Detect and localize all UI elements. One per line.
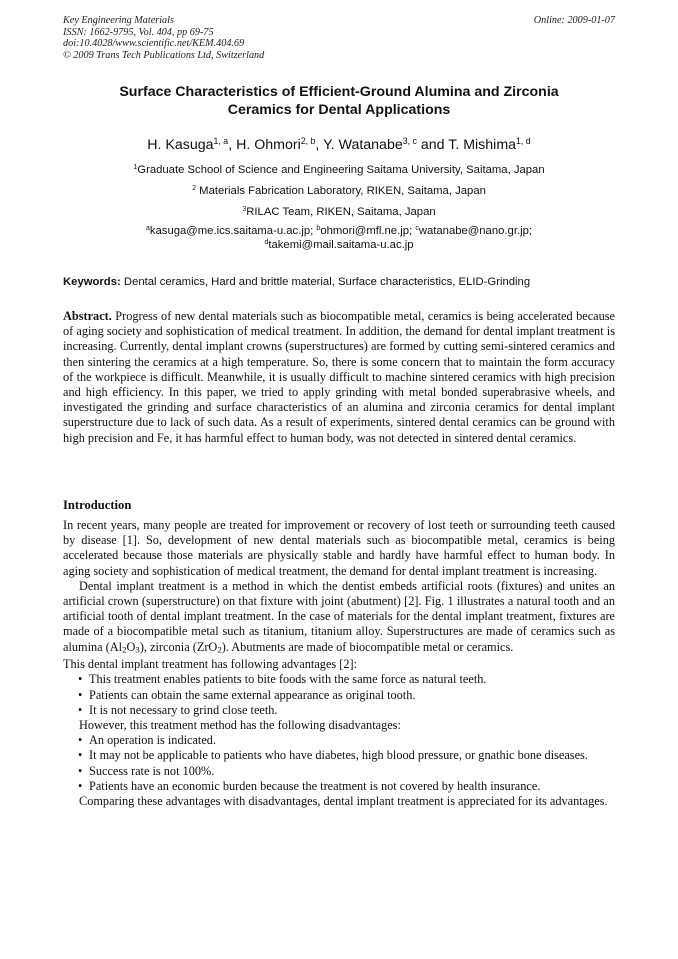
list-item: • Patients have an economic burden because the treatment is not covered by health insurance. [78, 778, 541, 793]
author-sep: , [315, 137, 324, 153]
author-name: T. Mishima [448, 137, 517, 153]
issn-line: ISSN: 1662-9795, Vol. 404, pp 69-75 [63, 26, 214, 38]
intro-closing-paragraph: Comparing these advantages with disadvantages, dental implant treatment is appreciated for its advantages. [79, 793, 608, 808]
affiliation-text: Graduate School of Science and Engineering Saitama University, Saitama, Japan [137, 164, 545, 176]
bullet-icon: • [78, 778, 83, 793]
email-link[interactable]: watanabe@nano.gr.jp; [418, 225, 533, 237]
email-link[interactable]: kasuga@me.ics.saitama-u.ac.jp; [149, 225, 317, 237]
disadvantages-list [63, 733, 615, 794]
list-item: • It may not be applicable to patients who have diabetes, high blood pressure, or gnathic bone diseases. [78, 748, 588, 763]
list-item: • This treatment enables patients to bite foods with the same force as natural teeth. [78, 672, 487, 687]
email-link[interactable]: ohmori@mfl.ne.jp; [320, 225, 416, 237]
email-sup: b [316, 225, 321, 233]
author-sup: 3, c [402, 136, 417, 147]
paper-title [63, 84, 615, 119]
email-link[interactable]: takemi@mail.saitama-u.ac.jp [268, 239, 414, 251]
author-sup: 1, a [213, 136, 229, 147]
disadvantages-intro: However, this treatment method has the following disadvantages: [79, 717, 401, 732]
email-sup: a [145, 225, 150, 233]
author-name: H. Kasuga [147, 137, 214, 153]
list-item: • Success rate is not 100%. [78, 763, 215, 778]
journal-name: Key Engineering Materials [63, 15, 174, 26]
title-line-2: Ceramics for Dental Applications [227, 101, 451, 118]
title-line-1: Surface Characteristics of Efficient-Ground Alumina and Zirconia [119, 84, 559, 100]
keywords [63, 275, 615, 289]
author-sup: 1, d [516, 136, 531, 147]
affiliation-text: RILAC Team, RIKEN, Saitama, Japan [246, 206, 436, 218]
keywords-label: Keywords: [63, 276, 121, 288]
bullet-icon: • [78, 702, 83, 717]
bullet-icon: • [78, 763, 83, 778]
author-name: H. Ohmori [236, 137, 301, 153]
email-sup: d [264, 239, 269, 247]
affiliation-2 [63, 184, 615, 198]
author-sep: and [416, 137, 449, 153]
author-emails [63, 224, 615, 252]
author-sep: , [228, 137, 237, 153]
bullet-icon: • [78, 672, 83, 687]
doi-line: doi:10.4028/www.scientific.net/KEM.404.69 [63, 38, 245, 50]
bullet-icon: • [78, 733, 83, 748]
abstract [63, 309, 615, 446]
journal-header [63, 15, 615, 61]
bullet-icon: • [78, 687, 83, 702]
bullet-icon: • [78, 748, 83, 763]
advantages-list [63, 672, 615, 718]
list-item: • Patients can obtain the same external appearance as original tooth. [78, 687, 416, 702]
affiliation-sup: 3 [242, 206, 247, 214]
list-item: • It is not necessary to grind close teeth. [78, 702, 278, 717]
copyright-line: © 2009 Trans Tech Publications Ltd, Switzerland [63, 49, 265, 61]
affiliation-sup: 2 [192, 185, 197, 193]
keywords-text: Dental ceramics, Hard and brittle material, Surface characteristics, ELID-Grinding [120, 276, 531, 288]
intro-paragraph-1: In recent years, many people are treated for improvement or recovery of lost teeth or surrounding teeth caused by disease [1]. So, development of new dental materials such as biocompatible metal, ceramics is being accelerated because those materials are physically stable and hardly have harmful effect to human body. In aging society and sophistication of medical treatment, the demand for dental implant treatment is increasing. [63, 518, 615, 578]
author-sup: 2, b [300, 136, 316, 147]
affiliation-sup: 1 [133, 164, 138, 172]
author-list [63, 136, 615, 154]
affiliation-1 [63, 163, 615, 177]
affiliation-text: Materials Fabrication Laboratory, RIKEN, Saitama, Japan [196, 185, 486, 197]
advantages-intro: This dental implant treatment has following advantages [2]: [63, 657, 358, 672]
online-date: Online: 2009-01-07 [533, 15, 615, 26]
author-name: Y. Watanabe [323, 137, 403, 153]
introduction-body [63, 518, 615, 809]
intro-paragraph-2: Dental implant treatment is a method in which the dentist embeds artificial roots (fixtures) and unites an artificial crown (superstructure) on that fixture with joint (abutment) [2]. Fig. 1 illustrates a natural tooth and an artificial tooth of dental implant treatment. In the case of materials for the dental implant treatment, fixtures are made of a biocompatible metal such as titanium, titanium alloy. Superstructures are made of ceramics such as alumina $(Al_2O_3)$, zirconia (ZrO$_2$). Abutments are made of biocompatible metal or ceramics. [63, 578, 615, 654]
abstract-label: Abstract. [63, 309, 112, 323]
abstract-text: Progress of new dental materials such as biocompatible metal, ceramics is being accelerated because of aging society and sophistication of medical treatment. In addition, the demand for dental implant treatment is increasing. Currently, dental implant crowns (superstructures) are formed by cutting semi-sintered ceramics and then sintering the ceramics at a high temperature. So, there is some concern that to maintain the form accuracy of the workpiece is difficult. Meanwhile, it is usually difficult to machine sintered ceramics with high precision and high efficiency. In this paper, we tried to apply grinding with metal bonded superabrasive wheels, and investigated the grinding and surface characteristics of an alumina and zirconia ceramics for dental implant superstructure due to lack of such data. As a result of experiments, sintered dental ceramics can be ground with high precision and Fe, it has harmful effect to human body, was not detected in sintered dental ceramics. [63, 309, 615, 445]
affiliation-3 [63, 205, 615, 219]
list-item: • An operation is indicated. [78, 733, 217, 748]
section-heading: Introduction [63, 498, 132, 512]
email-sup: c [415, 225, 419, 233]
